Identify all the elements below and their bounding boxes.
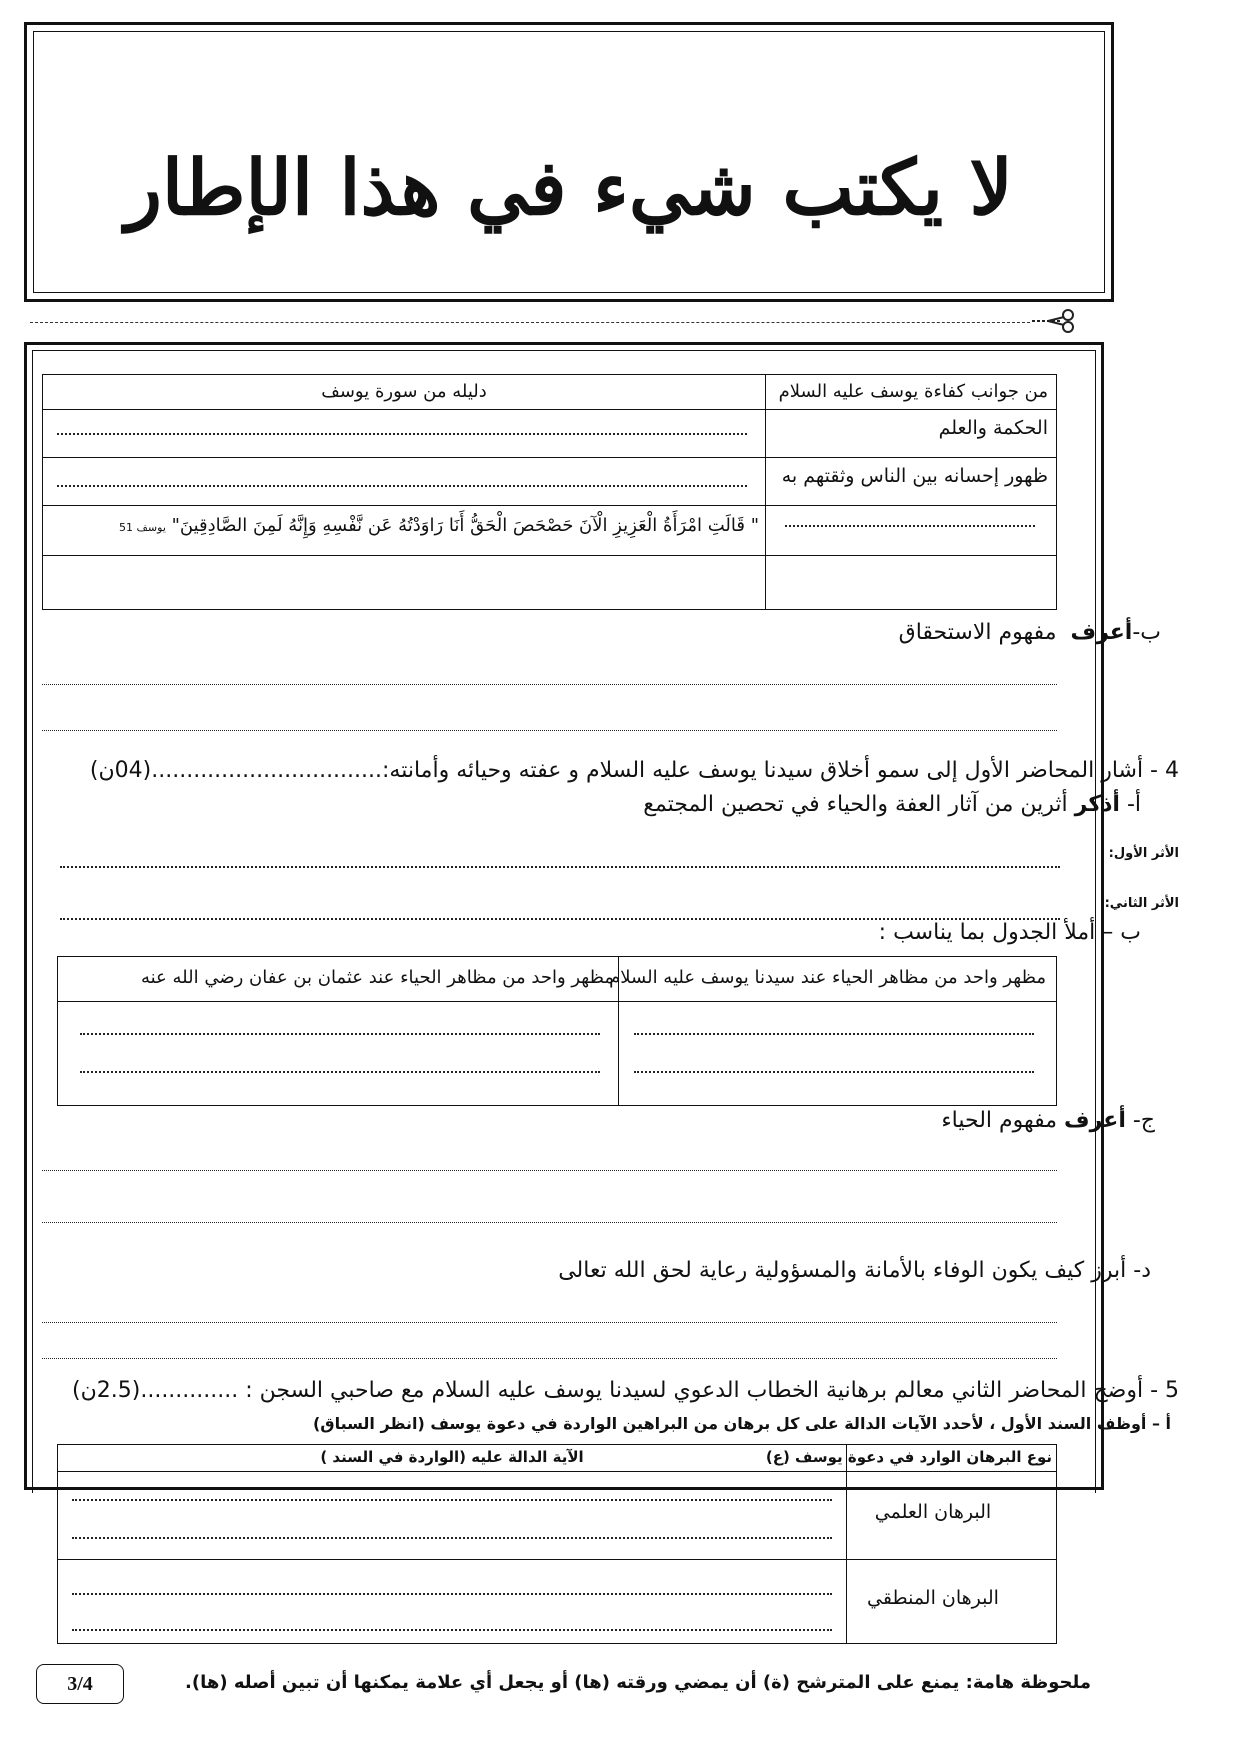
modesty-header-uthman: مظهر واحد من مظاهر الحياء عند عثمان بن عفان رضي الله عنه: [140, 967, 614, 988]
answer-line-d-2[interactable]: [42, 1358, 1057, 1359]
cut-line: [30, 322, 1030, 323]
table-proofs: [57, 1444, 1057, 1644]
answer-line-d-1[interactable]: [42, 1322, 1057, 1323]
proof-logical-line-1[interactable]: [72, 1593, 832, 1595]
effect1-label: الأثر الأول:: [1108, 846, 1179, 861]
aspect-wisdom: الحكمة والعلم: [938, 417, 1048, 439]
q4-part-a: أ- أذكر أثرين من آثار العفة والحياء في تحصين المجتمع: [643, 792, 1141, 817]
header-title: لا يكتب شيء في هذا الإطار: [125, 143, 1013, 232]
proof-logical: البرهان المنطقي: [867, 1587, 999, 1609]
modesty-yusuf-line-1[interactable]: [634, 1033, 1034, 1035]
modesty-uthman-line-1[interactable]: [80, 1033, 600, 1035]
proof-scientific-line-2[interactable]: [72, 1537, 832, 1539]
q4-part-c: ج- أعرف مفهوم الحياء: [941, 1108, 1155, 1133]
modesty-uthman-line-2[interactable]: [80, 1071, 600, 1073]
answer-line-modesty-2[interactable]: [42, 1222, 1057, 1223]
proofs-header-verse: الآية الدالة عليه (الواردة في السند ): [320, 1448, 584, 1466]
answer-line-modesty-1[interactable]: [42, 1170, 1057, 1171]
part-b-define-entitlement: ب-أعرف مفهوم الاستحقاق: [898, 620, 1161, 645]
proof-scientific-line-1[interactable]: [72, 1499, 832, 1501]
table-competence: [42, 374, 1057, 610]
aspect-charity: ظهور إحسانه بين الناس وثقتهم به: [781, 465, 1048, 487]
table-header-aspect: من جوانب كفاءة يوسف عليه السلام: [778, 381, 1048, 402]
verse-text: " قَالَتِ امْرَأَةُ الْعَزِيزِ الْآنَ حَصْحَصَ الْحَقُّ أَنَا رَاوَدْتُهُ عَن نَّفْسِهِ وَإِنَّهُ لَمِنَ الصَّادِقِينَ": [171, 515, 759, 536]
aspect-dots-3[interactable]: [785, 525, 1035, 527]
page-number-box: [36, 1664, 124, 1704]
effect2-label: الأثر الثاني:: [1104, 896, 1179, 911]
part-b-bold: أعرف: [1070, 620, 1133, 645]
q4-part-d: د- أبرز كيف يكون الوفاء بالأمانة والمسؤولية رعاية لحق الله تعالى: [558, 1258, 1151, 1283]
q4-part-b: ب – أملأ الجدول بما يناسب :: [878, 920, 1141, 945]
answer-line-entitlement-2[interactable]: [42, 730, 1057, 731]
proof-scientific: البرهان العلمي: [874, 1501, 992, 1523]
scissors-icon: [1030, 308, 1080, 334]
evidence-dots-1[interactable]: [57, 433, 747, 435]
evidence-verse: [47, 515, 759, 536]
q5-part-a: أ – أوظف السند الأول ، لأحدد الآيات الدالة على كل برهان من البراهين الواردة في دعوة يوسف (انظر السباق): [312, 1414, 1171, 1433]
proofs-header-type: نوع البرهان الوارد في دعوة يوسف (ع): [765, 1448, 1052, 1466]
proof-logical-line-2[interactable]: [72, 1629, 832, 1631]
q4-text: 4 - أشار المحاضر الأول إلى سمو أخلاق سيدنا يوسف عليه السلام و عفته وحيائه وأمانته:.................................(04ن): [89, 758, 1179, 783]
footer-note: ملحوظة هامة: يمنع على المترشح (ة) أن يمضي ورقته (ها) أو يجعل أي علامة يمكنها أن تبين أصله (ها).: [185, 1672, 1091, 1693]
effect1-answer-line[interactable]: [60, 866, 1060, 868]
table-header-evidence: دليله من سورة يوسف: [321, 381, 487, 402]
verse-ref: يوسف 51: [119, 521, 166, 534]
page-number: 3/4: [67, 1673, 93, 1695]
q5-text: 5 - أوضح المحاضر الثاني معالم برهانية الخطاب الدعوي لسيدنا يوسف عليه السلام مع صاحبي السجن : ..............(2.5ن): [72, 1378, 1179, 1403]
table-modesty: [57, 956, 1057, 1106]
evidence-dots-2[interactable]: [57, 485, 747, 487]
header-frame: [24, 22, 1114, 302]
modesty-yusuf-line-2[interactable]: [634, 1071, 1034, 1073]
modesty-header-yusuf: مظهر واحد من مظاهر الحياء عند سيدنا يوسف عليه السلام: [609, 967, 1046, 988]
answer-line-entitlement-1[interactable]: [42, 684, 1057, 685]
